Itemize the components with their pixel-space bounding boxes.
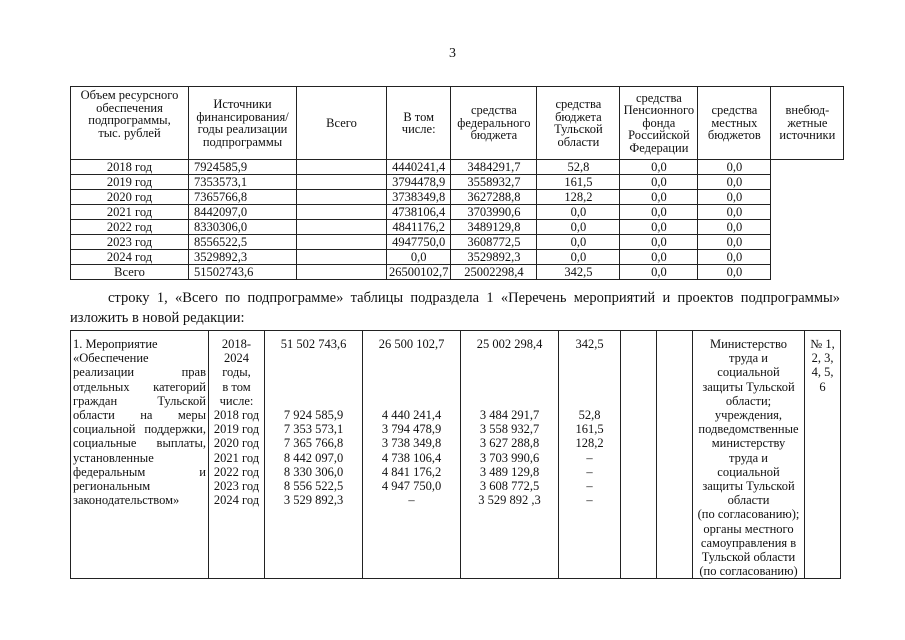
table-cell-empty xyxy=(297,175,387,190)
header-text-line: бюджета xyxy=(555,109,602,124)
pension-value xyxy=(561,394,618,408)
measures-table xyxy=(70,330,841,579)
header-text-line: Федерации xyxy=(629,140,689,155)
federal-value: 4 947 750,0 xyxy=(381,478,442,493)
regional-value: 3 489 129,8 xyxy=(479,464,540,479)
executor-line: Министерство xyxy=(709,337,788,351)
table-cell-total: 51502743,6 xyxy=(189,265,297,280)
table-cell-regional: 3627288,8 xyxy=(451,190,537,205)
header-text-line: средства xyxy=(711,103,758,118)
federal-value xyxy=(365,365,458,379)
header-text-line: средства xyxy=(555,97,602,111)
pension-value xyxy=(561,351,618,365)
table-cell-pension: 161,5 xyxy=(537,175,620,190)
executor-line: труда и xyxy=(729,351,768,366)
instruction-paragraph xyxy=(70,288,840,328)
resource-table xyxy=(70,86,844,280)
measure-refs xyxy=(805,331,841,579)
measure-description xyxy=(71,331,209,579)
year-line: годы, xyxy=(222,365,251,380)
table-cell-total: 7353573,1 xyxy=(189,175,297,190)
measure-total xyxy=(265,331,363,579)
regional-value: 3 484 291,7 xyxy=(479,407,540,422)
regional-value: 3 627 288,8 xyxy=(479,436,540,451)
table-cell-total: 8442097,0 xyxy=(189,205,297,220)
executor-line: социальной xyxy=(717,365,780,380)
table-row xyxy=(71,205,844,220)
header-text-line: финансирования/ xyxy=(196,109,289,124)
paragraph-line-1: строку 1, «Всего по подпрограмме» таблицы подраздела 1 «Перечень мероприятий и проектов подпрограммы» xyxy=(108,290,840,306)
year-line: 2018- xyxy=(221,337,252,351)
executor-line: (по согласованию) xyxy=(699,564,798,579)
table-cell-pension: 0,0 xyxy=(537,220,620,235)
header-including xyxy=(387,87,451,160)
table-cell-federal: 3738349,8 xyxy=(387,190,451,205)
table-cell-total: 3529892,3 xyxy=(189,250,297,265)
table-cell-local: 0,0 xyxy=(620,220,698,235)
total-value: 7 353 573,1 xyxy=(283,422,344,437)
table-cell-regional: 3703990,6 xyxy=(451,205,537,220)
executor-line: министерству xyxy=(711,436,786,451)
header-local xyxy=(698,87,771,160)
measure-extra xyxy=(657,331,693,579)
pension-value: – xyxy=(586,450,593,465)
header-text-line: средства xyxy=(470,103,517,118)
table-cell-federal: 0,0 xyxy=(387,250,451,265)
description-line: федеральным и xyxy=(73,464,206,479)
table-cell-pension: 52,8 xyxy=(537,160,620,175)
table-row xyxy=(71,160,844,175)
header-text-line: федерального xyxy=(457,115,531,130)
table-cell-empty xyxy=(297,250,387,265)
header-extra xyxy=(771,87,844,160)
year-line: 2018 год xyxy=(213,407,260,422)
header-text-line: подпрограммы xyxy=(202,134,283,149)
year-line: 2024 год xyxy=(213,493,260,508)
description-line: 1. Мероприятие xyxy=(73,337,158,351)
table-cell-total: 8556522,5 xyxy=(189,235,297,250)
header-sources xyxy=(189,87,297,160)
table-cell-extra: 0,0 xyxy=(698,235,771,250)
header-text-line: Источники xyxy=(213,97,272,111)
regional-value: 3 529 892 ,3 xyxy=(478,493,541,508)
table-cell-year: 2023 год xyxy=(71,235,189,250)
description-line: отдельных категорий xyxy=(73,379,206,394)
pension-value: 52,8 xyxy=(578,407,601,422)
table-cell-total: 8330306,0 xyxy=(189,220,297,235)
header-regional xyxy=(537,87,620,160)
description-line: реализации прав xyxy=(73,365,206,380)
pension-value: 128,2 xyxy=(575,436,604,451)
regional-value: 3 703 990,6 xyxy=(479,450,540,465)
year-line: 2022 год xyxy=(213,464,260,479)
table-cell-regional: 25002298,4 xyxy=(451,265,537,280)
reference-line: № 1, xyxy=(810,337,835,351)
table-cell-year: 2018 год xyxy=(71,160,189,175)
header-text-line: годы реализации xyxy=(197,122,288,136)
measure-regional xyxy=(461,331,559,579)
table-cell-local: 0,0 xyxy=(620,160,698,175)
executor-line: труда и xyxy=(729,450,768,465)
executor-line: социальной xyxy=(717,464,780,479)
header-resource-volume xyxy=(71,87,189,160)
table-cell-pension: 0,0 xyxy=(537,235,620,250)
reference-line: 2, 3, xyxy=(811,351,834,366)
header-text-line: подпрограммы, xyxy=(88,113,171,127)
table-cell-regional: 3484291,7 xyxy=(451,160,537,175)
total-value: 51 502 743,6 xyxy=(280,337,347,351)
year-line: 2019 год xyxy=(213,422,260,437)
table-cell-extra: 0,0 xyxy=(698,265,771,280)
measure-local xyxy=(621,331,657,579)
description-line: социальной поддержки, xyxy=(73,422,206,437)
total-value xyxy=(267,394,360,408)
table-cell-regional: 3529892,3 xyxy=(451,250,537,265)
table-cell-federal: 4947750,0 xyxy=(387,235,451,250)
executor-line: самоуправления в xyxy=(700,535,797,550)
header-text-line: источники xyxy=(779,128,836,143)
executor-line: защиты Тульской xyxy=(702,379,795,394)
federal-value xyxy=(365,380,458,394)
description-line: социальные выплаты, xyxy=(73,436,206,451)
executor-line: учреждения, xyxy=(714,408,783,423)
total-value xyxy=(267,351,360,365)
federal-value: 4 841 176,2 xyxy=(381,464,442,479)
header-text-line: внебюд- xyxy=(785,103,830,118)
table-cell-extra: 0,0 xyxy=(698,175,771,190)
table-cell-federal: 4738106,4 xyxy=(387,205,451,220)
total-value xyxy=(267,380,360,394)
total-value: 8 330 306,0 xyxy=(283,464,344,479)
page-number: 3 xyxy=(449,46,456,61)
description-line: граждан Тульской xyxy=(73,393,206,408)
header-text-line: Тульской xyxy=(554,122,603,136)
table-cell-pension: 0,0 xyxy=(537,205,620,220)
paragraph-line-2: изложить в новой редакции: xyxy=(70,310,245,326)
regional-value xyxy=(463,394,556,408)
table-header-row xyxy=(71,87,844,160)
pension-value: – xyxy=(586,493,593,508)
table-row xyxy=(71,190,844,205)
pension-value: 342,5 xyxy=(575,337,604,351)
header-text-line: фонда xyxy=(642,115,676,130)
table-cell-regional: 3489129,8 xyxy=(451,220,537,235)
federal-value: – xyxy=(408,493,415,508)
table-cell-year: Всего xyxy=(71,265,189,280)
table-cell-federal: 4841176,2 xyxy=(387,220,451,235)
table-cell-extra: 0,0 xyxy=(698,190,771,205)
table-cell-year: 2021 год xyxy=(71,205,189,220)
federal-value xyxy=(365,394,458,408)
table-row xyxy=(71,175,844,190)
table-cell-empty xyxy=(297,265,387,280)
table-cell-extra: 0,0 xyxy=(698,160,771,175)
header-text-line: Всего xyxy=(326,115,357,130)
table-cell-federal: 26500102,7 xyxy=(387,265,451,280)
table-cell-local: 0,0 xyxy=(620,205,698,220)
federal-value xyxy=(365,351,458,365)
table-cell-extra: 0,0 xyxy=(698,220,771,235)
header-text-line: Объем ресурсного xyxy=(80,88,179,102)
table-cell-empty xyxy=(297,160,387,175)
year-line: числе: xyxy=(219,393,254,408)
header-pension xyxy=(620,87,698,160)
measure-pension xyxy=(559,331,621,579)
measure-row xyxy=(71,331,841,579)
table-row xyxy=(71,235,844,250)
year-line: 2023 год xyxy=(213,478,260,493)
regional-value: 25 002 298,4 xyxy=(476,337,543,351)
header-federal xyxy=(451,87,537,160)
pension-value: 161,5 xyxy=(575,422,604,437)
header-text-line: В том xyxy=(403,109,435,124)
table-cell-year: 2022 год xyxy=(71,220,189,235)
header-text-line: Пенсионного xyxy=(623,103,695,118)
total-value xyxy=(267,365,360,379)
table-cell-regional: 3558932,7 xyxy=(451,175,537,190)
total-value: 3 529 892,3 xyxy=(283,493,344,508)
header-text-line: обеспечения xyxy=(96,100,163,115)
table-cell-empty xyxy=(297,205,387,220)
table-cell-extra: 0,0 xyxy=(698,250,771,265)
regional-value xyxy=(463,365,556,379)
regional-value: 3 558 932,7 xyxy=(479,422,540,437)
total-value: 8 556 522,5 xyxy=(283,478,344,493)
header-total xyxy=(297,87,387,160)
table-cell-empty xyxy=(297,235,387,250)
federal-value: 3 738 349,8 xyxy=(381,436,442,451)
header-text-line: средства xyxy=(635,90,682,105)
year-line: 2024 xyxy=(224,351,249,366)
table-cell-regional: 3608772,5 xyxy=(451,235,537,250)
total-value: 7 365 766,8 xyxy=(283,436,344,451)
table-cell-federal: 4440241,4 xyxy=(387,160,451,175)
header-text-line: Российской xyxy=(628,128,690,143)
table-cell-empty xyxy=(297,220,387,235)
regional-value xyxy=(463,380,556,394)
table-cell-pension: 128,2 xyxy=(537,190,620,205)
executor-line: органы местного xyxy=(703,521,794,536)
federal-value: 4 440 241,4 xyxy=(381,407,442,422)
federal-value: 26 500 102,7 xyxy=(378,337,445,351)
pension-value: – xyxy=(586,464,593,479)
description-line: установленные xyxy=(73,450,154,465)
executor-line: (по согласованию); xyxy=(697,507,800,522)
regional-value: 3 608 772,5 xyxy=(479,478,540,493)
table-cell-year: 2019 год xyxy=(71,175,189,190)
executor-line: подведомственные xyxy=(698,422,799,437)
table-cell-federal: 3794478,9 xyxy=(387,175,451,190)
header-text-line: местных xyxy=(711,115,758,130)
table-cell-total: 7924585,9 xyxy=(189,160,297,175)
table-cell-local: 0,0 xyxy=(620,175,698,190)
pension-value xyxy=(561,365,618,379)
total-value: 8 442 097,0 xyxy=(283,450,344,465)
table-cell-year: 2020 год xyxy=(71,190,189,205)
description-line: области на меры xyxy=(73,408,206,423)
table-cell-local: 0,0 xyxy=(620,235,698,250)
table-cell-pension: 342,5 xyxy=(537,265,620,280)
executor-line: Тульской области xyxy=(701,550,796,565)
executor-line: области xyxy=(727,493,770,508)
executor-line: защиты Тульской xyxy=(702,479,795,494)
table-row xyxy=(71,265,844,280)
table-cell-local: 0,0 xyxy=(620,265,698,280)
measure-federal xyxy=(363,331,461,579)
table-cell-pension: 0,0 xyxy=(537,250,620,265)
regional-value xyxy=(463,351,556,365)
measure-years xyxy=(209,331,265,579)
table-cell-empty xyxy=(297,190,387,205)
table-cell-total: 7365766,8 xyxy=(189,190,297,205)
year-line: 2020 год xyxy=(213,436,260,451)
description-line: региональным xyxy=(73,479,151,494)
header-text-line: жетные xyxy=(787,115,828,130)
federal-value: 3 794 478,9 xyxy=(381,422,442,437)
table-cell-extra: 0,0 xyxy=(698,205,771,220)
description-line: законодательством» xyxy=(73,493,180,508)
table-row xyxy=(71,250,844,265)
executor-line: области; xyxy=(725,393,772,408)
reference-line: 4, 5, 6 xyxy=(811,365,834,394)
table-cell-local: 0,0 xyxy=(620,190,698,205)
header-text-line: области xyxy=(557,134,600,149)
header-text-line: бюджета xyxy=(470,128,518,143)
table-cell-year: 2024 год xyxy=(71,250,189,265)
pension-value: – xyxy=(586,478,593,493)
header-text-line: бюджетов xyxy=(707,128,761,143)
pension-value xyxy=(561,380,618,394)
header-text-line: тыс. рублей xyxy=(98,125,161,140)
measure-executors xyxy=(693,331,805,579)
table-cell-local: 0,0 xyxy=(620,250,698,265)
description-line: «Обеспечение xyxy=(73,351,149,366)
total-value: 7 924 585,9 xyxy=(283,407,344,422)
header-text-line: числе: xyxy=(401,122,436,136)
federal-value: 4 738 106,4 xyxy=(381,450,442,465)
year-line: 2021 год xyxy=(213,450,260,465)
year-line: в том xyxy=(222,379,251,394)
table-row xyxy=(71,220,844,235)
